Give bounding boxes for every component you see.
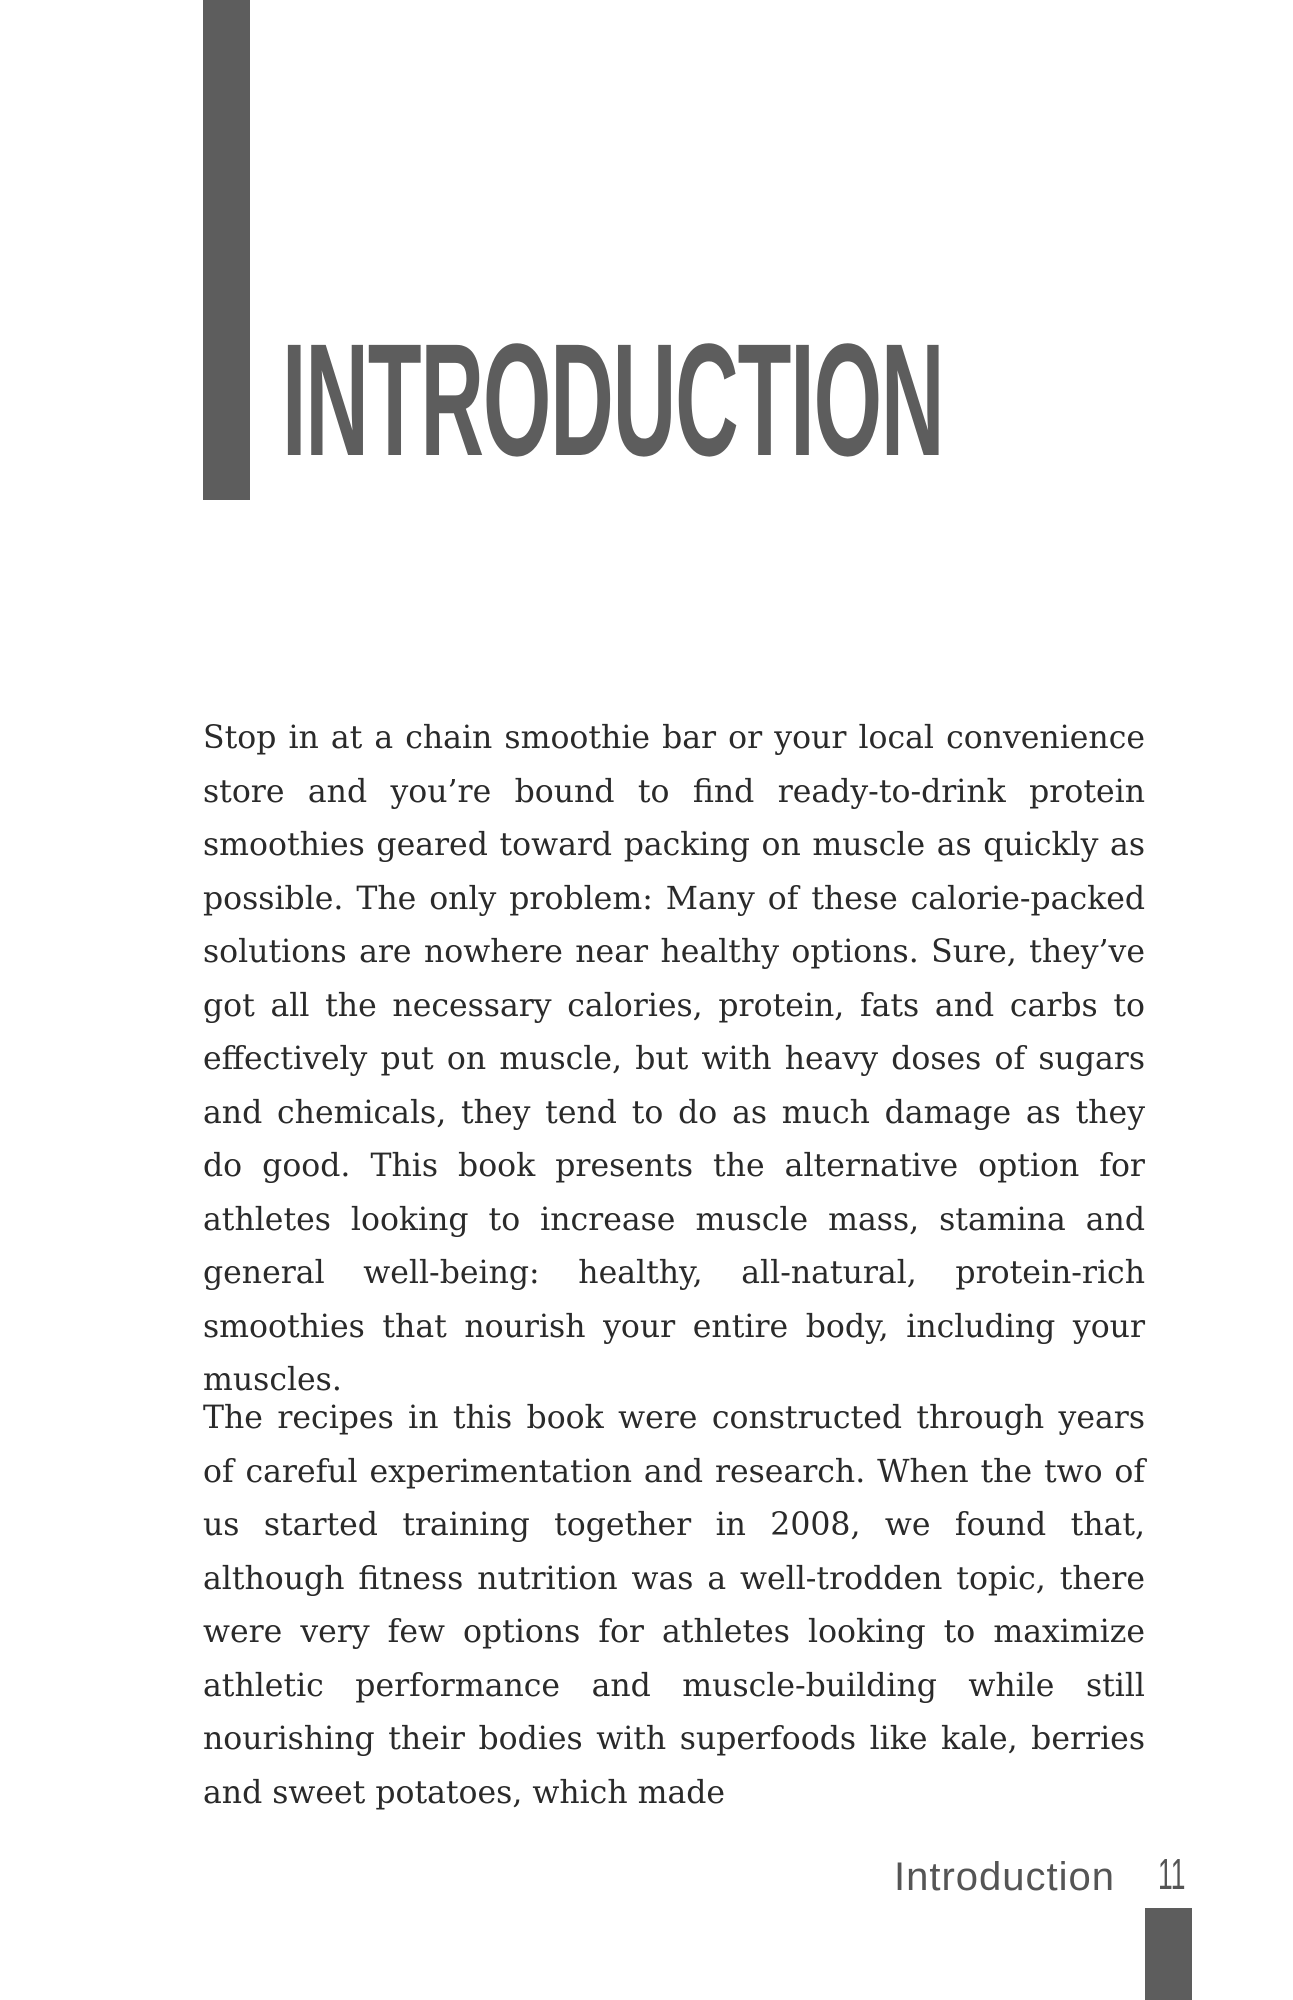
page-number: 11 bbox=[1158, 1850, 1186, 1899]
body-paragraph-2: The recipes in this book were constructed through years of careful experimentation and research. When the two of us started training together in 2008, we found that, although fitness nutrition was a well-trodden topic, there were very few options for athletes looking to maximize athletic performance and muscle-building while still nourishing their bodies with superfoods like kale, berries and sweet potatoes, which made bbox=[203, 1400, 1145, 1811]
body-paragraph-1: Stop in at a chain smoothie bar or your local convenience store and you’re bound to find ready-to-drink protein smoothies geared toward packing on muscle as quickly as possible. The only problem: Many of these calorie-packed solutions are nowhere near healthy options. Sure, they’ve got all the necessary calories, protein, fats and carbs to effectively put on muscle, but with heavy doses of sugars and chemicals, they tend to do as much damage as they do good. This book presents the alternative option for athletes looking to increase muscle mass, stamina and general well-being: healthy, all-natural, protein-rich smoothies that nourish your entire body, including your muscles. bbox=[203, 720, 1145, 1398]
running-head: Introduction bbox=[893, 1855, 1115, 1899]
chapter-title: INTRODUCTION bbox=[282, 310, 944, 489]
footer-accent-bar bbox=[1145, 1908, 1192, 2000]
chapter-accent-bar bbox=[203, 0, 250, 500]
